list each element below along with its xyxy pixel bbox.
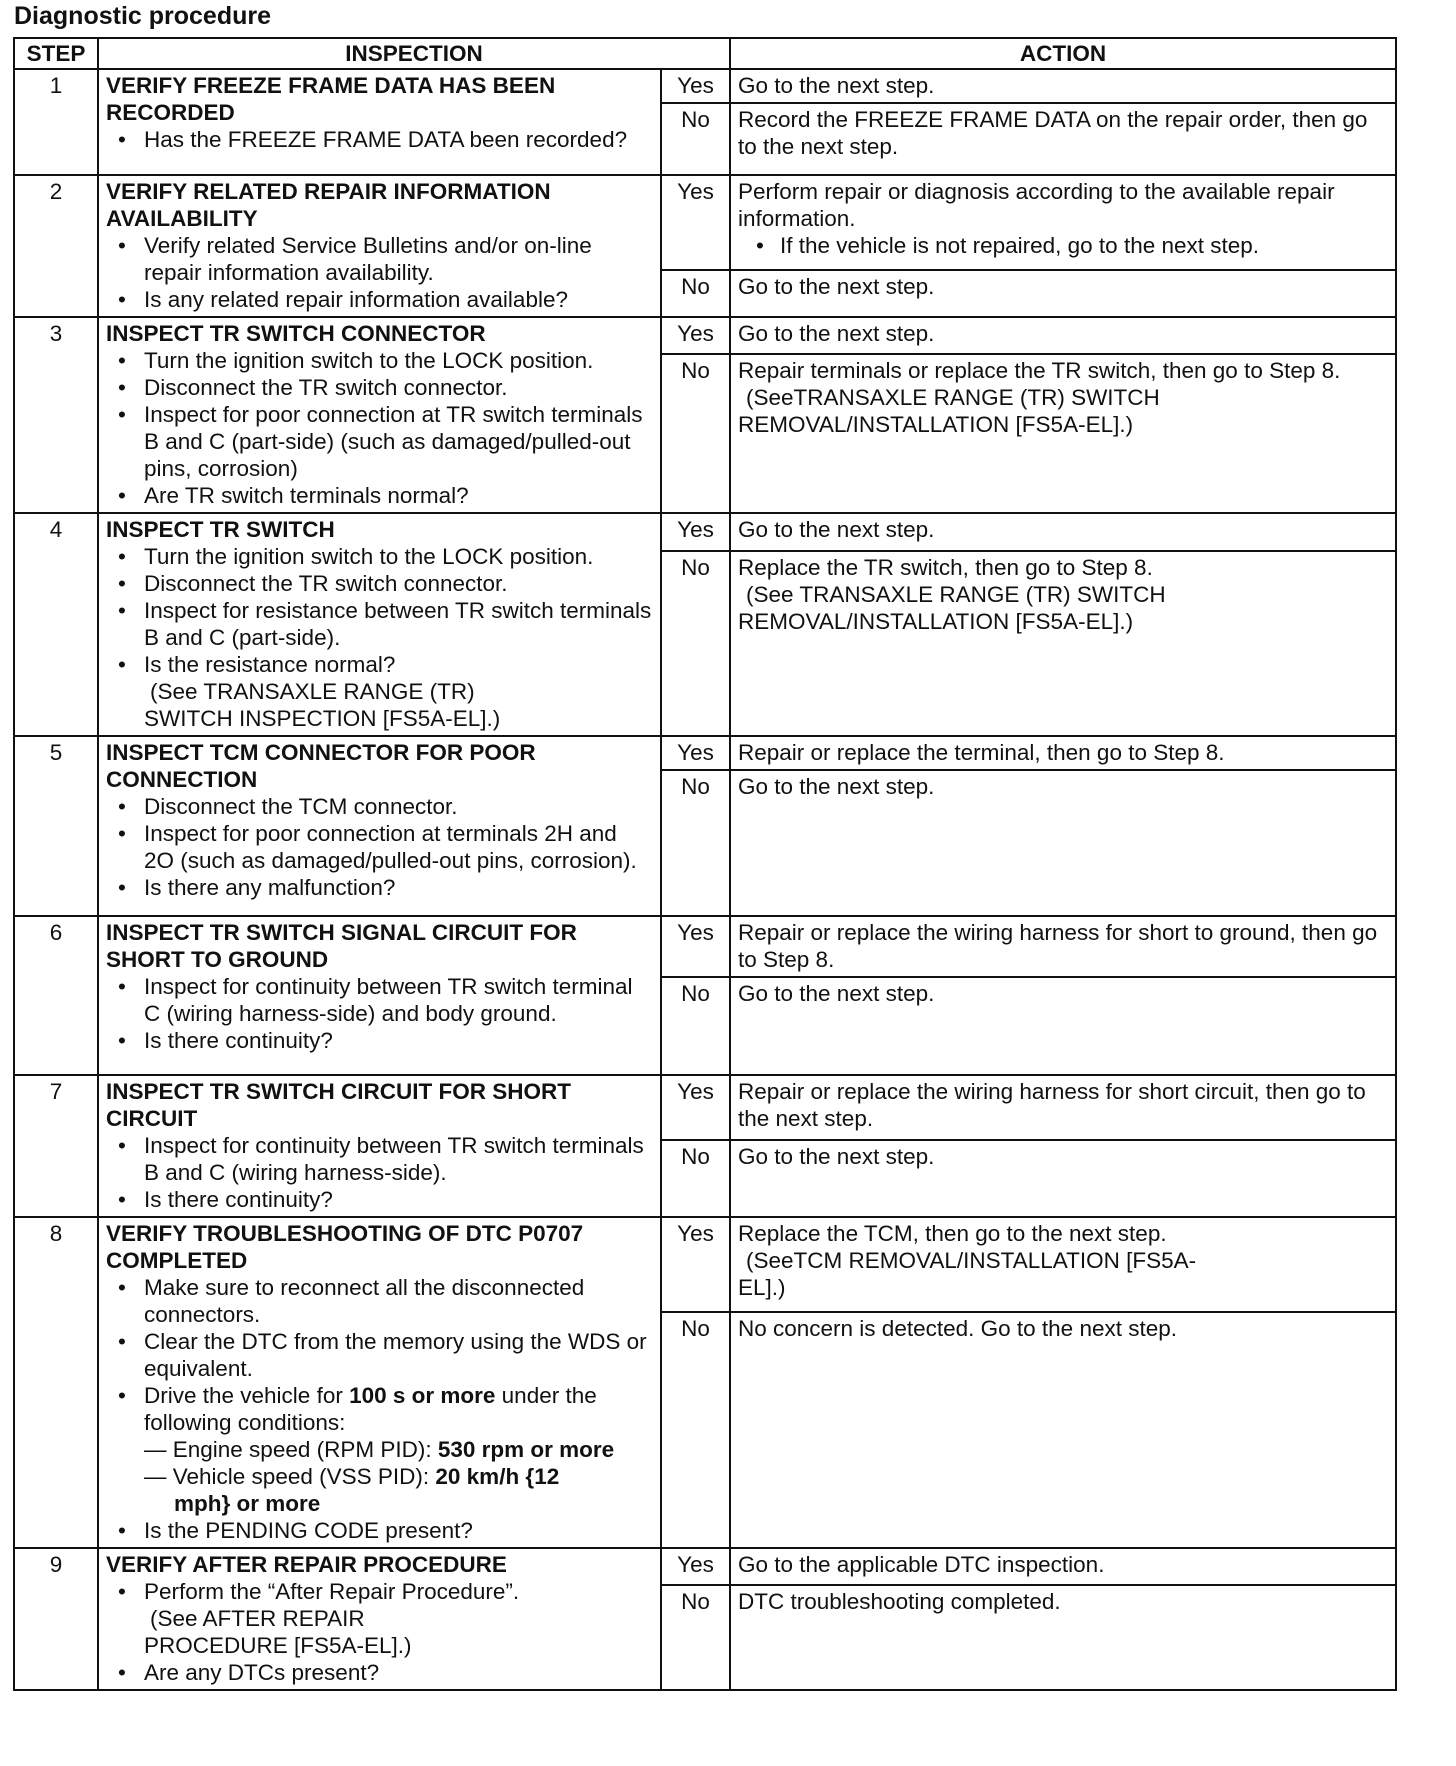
inspection-list (106, 126, 653, 153)
list-item: • Inspect for poor connection at terminals 2H and 2O (such as damaged/pulled-out pins, corrosion). (144, 820, 653, 874)
yes-label: Yes (661, 1548, 730, 1585)
reference-note: REMOVAL/INSTALLATION [FS5A-EL].) (738, 608, 1134, 634)
inspection-cell (98, 175, 661, 317)
reference-note: PROCEDURE [FS5A-EL].) (144, 1633, 412, 1658)
no-label: No (661, 770, 730, 916)
list-item: • Is there any malfunction? (144, 874, 653, 901)
table-row (14, 1217, 1396, 1312)
table-row (14, 513, 1396, 551)
inspection-heading: VERIFY AFTER REPAIR PROCEDURE (106, 1552, 507, 1577)
reference-note: (SeeTCM REMOVAL/INSTALLATION [FS5A- (746, 1248, 1197, 1273)
yes-action: Repair or replace the terminal, then go to Step 8. (730, 736, 1396, 770)
no-action: No concern is detected. Go to the next step. (730, 1312, 1396, 1548)
yes-label: Yes (661, 1217, 730, 1312)
no-action-cell (730, 551, 1396, 736)
emphasis-text: 20 km/h {12 (435, 1464, 560, 1489)
inspection-cell (98, 317, 661, 513)
list-item: • Is there continuity? (144, 1027, 653, 1054)
step-number: 6 (14, 916, 98, 1075)
list-item: • Make sure to reconnect all the disconnected connectors. (144, 1274, 653, 1328)
step-number: 3 (14, 317, 98, 513)
inspection-heading: INSPECT TR SWITCH CIRCUIT FOR SHORT CIRCUIT (106, 1079, 571, 1131)
yes-action: Replace the TCM, then go to the next step. (738, 1221, 1167, 1246)
table-row (14, 1548, 1396, 1585)
inspection-cell (98, 69, 661, 175)
list-item: • If the vehicle is not repaired, go to the next step. (780, 232, 1388, 259)
no-action: Go to the next step. (730, 270, 1396, 317)
no-label: No (661, 551, 730, 736)
no-action: Repair terminals or replace the TR switch, then go to Step 8. (738, 358, 1341, 384)
yes-label: Yes (661, 1075, 730, 1140)
inspection-heading: VERIFY FREEZE FRAME DATA HAS BEEN RECORDED (106, 73, 556, 125)
no-label: No (661, 354, 730, 513)
condition-line (144, 1436, 653, 1463)
list-item-text: • Perform the “After Repair Procedure”. (144, 1579, 520, 1604)
list-item: • Is the PENDING CODE present? (144, 1517, 653, 1544)
yes-action: Go to the next step. (730, 317, 1396, 354)
yes-action: Go to the applicable DTC inspection. (730, 1548, 1396, 1585)
inspection-cell (98, 916, 661, 1075)
inspection-list (106, 232, 653, 313)
list-item: • Inspect for poor connection at TR switch terminals B and C (part-side) (such as damaged/pulled-out pins, corrosion) (144, 401, 653, 482)
step-number: 4 (14, 513, 98, 736)
list-item: • Disconnect the TR switch connector. (144, 570, 653, 597)
no-action: Go to the next step. (730, 770, 1396, 916)
no-label: No (661, 270, 730, 317)
no-label: No (661, 1140, 730, 1217)
inspection-cell (98, 1075, 661, 1217)
step-number: 7 (14, 1075, 98, 1217)
yes-label: Yes (661, 175, 730, 270)
reference-note: (SeeTRANSAXLE RANGE (TR) SWITCH (746, 385, 1160, 411)
inspection-list (106, 793, 653, 901)
page-title: Diagnostic procedure (14, 2, 271, 30)
diagnostic-procedure-table (13, 37, 1397, 1691)
list-item: • Is any related repair information available? (144, 286, 653, 313)
no-action: Record the FREEZE FRAME DATA on the repair order, then go to the next step. (730, 103, 1396, 175)
inspection-header: INSPECTION (98, 38, 730, 69)
yes-action: Repair or replace the wiring harness for short circuit, then go to the next step. (730, 1075, 1396, 1140)
table-row (14, 175, 1396, 270)
no-label: No (661, 977, 730, 1075)
step-number: 5 (14, 736, 98, 916)
yes-label: Yes (661, 69, 730, 103)
no-label: No (661, 1585, 730, 1690)
yes-label: Yes (661, 916, 730, 977)
emphasis-text: mph} or more (174, 1491, 321, 1516)
inspection-heading: VERIFY TROUBLESHOOTING OF DTC P0707 COMPLETED (106, 1221, 584, 1273)
list-item-text: • Is the resistance normal? (144, 652, 396, 677)
table-header-row (14, 38, 1396, 69)
yes-label: Yes (661, 513, 730, 551)
table-row (14, 317, 1396, 354)
reference-note: REMOVAL/INSTALLATION [FS5A-EL].) (738, 412, 1134, 438)
list-item: • Inspect for continuity between TR switch terminals B and C (wiring harness-side). (144, 1132, 653, 1186)
inspection-list (106, 1578, 653, 1686)
inspection-list (106, 543, 653, 732)
list-item-text: under the following conditions: (144, 1383, 597, 1435)
step-number: 9 (14, 1548, 98, 1690)
condition-label: — Engine speed (RPM PID): (144, 1437, 438, 1462)
list-item: • Inspect for resistance between TR switch terminals B and C (part-side). (144, 597, 653, 651)
reference-note: (See AFTER REPAIR (150, 1606, 365, 1631)
inspection-cell (98, 1217, 661, 1548)
reference-note: SWITCH INSPECTION [FS5A-EL].) (144, 706, 501, 731)
reference-note: (See TRANSAXLE RANGE (TR) SWITCH (746, 581, 1166, 607)
no-action: Go to the next step. (730, 1140, 1396, 1217)
no-action: DTC troubleshooting completed. (730, 1585, 1396, 1690)
list-item: • Are any DTCs present? (144, 1659, 653, 1686)
list-item (144, 651, 653, 732)
list-item: • Disconnect the TCM connector. (144, 793, 653, 820)
inspection-list (106, 1132, 653, 1213)
emphasis-text: 100 s or more (349, 1383, 496, 1408)
inspection-list (106, 973, 653, 1054)
list-item: • Clear the DTC from the memory using the WDS or equivalent. (144, 1328, 653, 1382)
no-action: Replace the TR switch, then go to Step 8. (738, 554, 1153, 580)
yes-label: Yes (661, 317, 730, 354)
yes-action: Go to the next step. (730, 513, 1396, 551)
condition-line (144, 1463, 653, 1490)
step-number: 1 (14, 69, 98, 175)
inspection-heading: INSPECT TR SWITCH CONNECTOR (106, 321, 486, 346)
action-header: ACTION (730, 38, 1396, 69)
step-header: STEP (14, 38, 98, 69)
inspection-cell (98, 513, 661, 736)
inspection-cell (98, 736, 661, 916)
list-item (144, 1578, 653, 1659)
emphasis-text: 530 rpm or more (437, 1437, 615, 1462)
yes-action-cell (730, 175, 1396, 270)
list-item-text: Drive the vehicle for (144, 1383, 350, 1408)
yes-action: Repair or replace the wiring harness for short to ground, then go to Step 8. (730, 916, 1396, 977)
list-item: • Is there continuity? (144, 1186, 653, 1213)
no-action-cell (730, 354, 1396, 513)
no-action: Go to the next step. (730, 977, 1396, 1075)
table-row (14, 916, 1396, 977)
list-item (144, 1382, 653, 1517)
condition-line (144, 1490, 653, 1517)
no-label: No (661, 1312, 730, 1548)
table-row (14, 1075, 1396, 1140)
inspection-heading: INSPECT TR SWITCH SIGNAL CIRCUIT FOR SHORT TO GROUND (106, 920, 577, 972)
yes-action-cell (730, 1217, 1396, 1312)
inspection-cell (98, 1548, 661, 1690)
list-item: • Turn the ignition switch to the LOCK position. (144, 347, 653, 374)
inspection-heading: INSPECT TCM CONNECTOR FOR POOR CONNECTION (106, 740, 536, 792)
list-item: • Has the FREEZE FRAME DATA been recorded? (144, 126, 653, 153)
yes-action: Go to the next step. (730, 69, 1396, 103)
list-item: • Inspect for continuity between TR switch terminal C (wiring harness-side) and body ground. (144, 973, 653, 1027)
reference-note: (See TRANSAXLE RANGE (TR) (150, 679, 475, 704)
inspection-list (106, 347, 653, 509)
reference-note: EL].) (738, 1275, 786, 1300)
inspection-heading: INSPECT TR SWITCH (106, 517, 335, 542)
step-number: 2 (14, 175, 98, 317)
yes-label: Yes (661, 736, 730, 770)
list-item: • Disconnect the TR switch connector. (144, 374, 653, 401)
inspection-heading: VERIFY RELATED REPAIR INFORMATION AVAILABILITY (106, 179, 551, 231)
action-list (738, 232, 1388, 259)
table-row (14, 736, 1396, 770)
list-item: • Verify related Service Bulletins and/or on-line repair information availability. (144, 232, 653, 286)
no-label: No (661, 103, 730, 175)
step-number: 8 (14, 1217, 98, 1548)
list-item: • Turn the ignition switch to the LOCK position. (144, 543, 653, 570)
yes-action: Perform repair or diagnosis according to the available repair information. (738, 179, 1335, 231)
list-item: • Are TR switch terminals normal? (144, 482, 653, 509)
inspection-list (106, 1274, 653, 1544)
condition-label: — Vehicle speed (VSS PID): (144, 1464, 436, 1489)
table-row (14, 69, 1396, 103)
